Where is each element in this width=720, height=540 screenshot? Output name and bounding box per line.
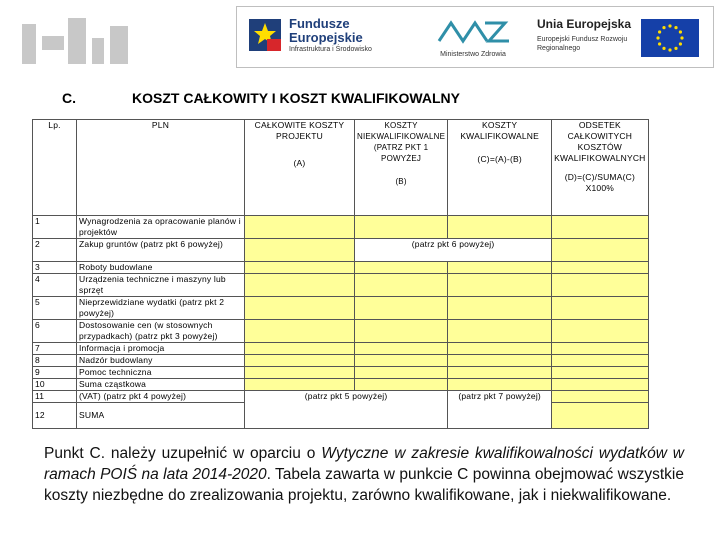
total-cell[interactable] <box>245 297 355 320</box>
table-row <box>33 379 649 391</box>
header-nonelig-code: (B) <box>395 177 407 186</box>
elig-cell[interactable] <box>448 216 552 239</box>
row-lp: 12 <box>33 403 77 429</box>
row-label: Wynagrodzenia za opracowanie planów i projektów <box>77 216 245 239</box>
share-cell[interactable] <box>552 262 648 274</box>
table-row <box>33 391 649 403</box>
total-cell[interactable] <box>245 355 355 367</box>
table-row <box>33 367 649 379</box>
land-note-cell: (patrz pkt 6 powyżej) <box>355 239 552 262</box>
row-lp: 1 <box>33 216 77 239</box>
total-cell[interactable] <box>245 216 355 239</box>
nonelig-cell[interactable] <box>355 216 448 239</box>
nonelig-cell[interactable] <box>355 379 448 391</box>
total-cell[interactable] <box>245 367 355 379</box>
section-letter: C. <box>62 90 76 106</box>
row-label: Pomoc techniczna <box>77 367 245 379</box>
total-cell[interactable] <box>245 343 355 355</box>
header-total <box>245 120 355 216</box>
row-lp: 6 <box>33 320 77 343</box>
table-row <box>33 320 649 343</box>
table-row <box>33 274 649 297</box>
share-cell[interactable] <box>552 239 648 262</box>
ue-title: Unia Europejska <box>537 17 632 31</box>
row-label: Urządzenia techniczne i maszyny lub sprzęt <box>77 274 245 297</box>
mz-logo-text: Ministerstwo Zdrowia <box>440 51 506 58</box>
table-row <box>33 239 649 262</box>
row-lp: 11 <box>33 391 77 403</box>
header-total-code: (A) <box>293 158 306 168</box>
elig-cell[interactable] <box>448 262 552 274</box>
header-elig-label: KOSZTY KWALIFIKOWALNE <box>460 120 539 141</box>
row-lp: 4 <box>33 274 77 297</box>
row-label: Nieprzewidziane wydatki (patrz pkt 2 powyżej) <box>77 297 245 320</box>
share-cell[interactable] <box>552 403 648 429</box>
fe-logo-sub: Infrastruktura i Środowisko <box>289 46 372 53</box>
nonelig-cell[interactable] <box>355 343 448 355</box>
elig-cell[interactable] <box>448 274 552 297</box>
nonelig-cell[interactable] <box>355 320 448 343</box>
fe-star-icon <box>245 13 285 57</box>
row-label: Roboty budowlane <box>77 262 245 274</box>
header-total-label: CAŁKOWITE KOSZTY PROJEKTU <box>254 120 345 141</box>
total-cell[interactable] <box>245 274 355 297</box>
row-lp: 8 <box>33 355 77 367</box>
fe-logo-text: Fundusze Europejskie <box>289 16 363 45</box>
elig-cell[interactable] <box>448 297 552 320</box>
share-cell[interactable] <box>552 343 648 355</box>
header-nonelig-label: KOSZTY NIEKWALIFIKOWALNE (PATRZ PKT 1 POWYŻEJ <box>357 121 446 163</box>
row-lp: 7 <box>33 343 77 355</box>
program-logo-icon <box>22 14 132 72</box>
fundusze-europejskie-logo <box>245 13 415 61</box>
guidelines-title: Wytyczne w zakresie kwalifikowalności wydatków w ramach POIŚ na lata 2014-2020 <box>44 445 684 483</box>
row-label: Dostosowanie cen (w stosownych przypadkach) (patrz pkt 3 powyżej) <box>77 320 245 343</box>
nonelig-cell[interactable] <box>355 355 448 367</box>
row-label: Informacja i promocja <box>77 343 245 355</box>
table-header-row <box>33 120 649 216</box>
table-row <box>33 343 649 355</box>
nonelig-cell[interactable] <box>355 367 448 379</box>
nonelig-cell[interactable] <box>355 274 448 297</box>
logo-banner <box>236 6 714 68</box>
total-cell[interactable] <box>245 320 355 343</box>
total-cell[interactable] <box>245 262 355 274</box>
elig-cell[interactable] <box>448 367 552 379</box>
share-cell[interactable] <box>552 391 648 403</box>
table-row <box>33 262 649 274</box>
share-cell[interactable] <box>552 216 648 239</box>
header-elig-code: (C)=(A)-(B) <box>477 154 522 164</box>
row-label: Nadzór budowlany <box>77 355 245 367</box>
paragraph-part-3: . Tabela zawarta w punkcie C powinna obejmować wszystkie koszty niezbędne do zrealizowania projektu, zarówno kwalifikowane, jak i niekwalifikowane. <box>44 466 684 504</box>
header-share-label: ODSETEK CAŁKOWITYCH KOSZTÓW KWALIFIKOWALNYCH <box>554 120 646 163</box>
elig-cell[interactable] <box>448 379 552 391</box>
table-row <box>33 297 649 320</box>
share-cell[interactable] <box>552 367 648 379</box>
table-row <box>33 355 649 367</box>
elig-cell[interactable] <box>448 343 552 355</box>
share-cell[interactable] <box>552 355 648 367</box>
eu-flag-icon <box>641 19 699 57</box>
header-share <box>552 120 648 216</box>
mz-wave-icon <box>433 15 513 49</box>
share-cell[interactable] <box>552 320 648 343</box>
row-label: SUMA <box>77 403 245 429</box>
row-lp: 9 <box>33 367 77 379</box>
total-cell[interactable] <box>245 239 355 262</box>
vat-elig-note-cell: (patrz pkt 7 powyżej) <box>448 391 552 429</box>
section-title: KOSZT CAŁKOWITY I KOSZT KWALIFIKOWALNY <box>132 90 460 106</box>
paragraph-part-1: Punkt C. należy uzupełnić w oparciu o <box>44 445 322 462</box>
unia-europejska-logo <box>537 13 707 63</box>
row-label: Zakup gruntów (patrz pkt 6 powyżej) <box>77 239 245 262</box>
row-lp: 3 <box>33 262 77 274</box>
header-elig <box>448 120 552 216</box>
cost-table <box>32 119 649 429</box>
row-lp: 2 <box>33 239 77 262</box>
header-share-code: (D)=(C)/SUMA(C) X100% <box>564 172 635 193</box>
share-cell[interactable] <box>552 379 648 391</box>
row-lp: 10 <box>33 379 77 391</box>
table-row <box>33 216 649 239</box>
vat-total-note-cell: (patrz pkt 5 powyżej) <box>245 391 448 429</box>
total-cell[interactable] <box>245 379 355 391</box>
nonelig-cell[interactable] <box>355 297 448 320</box>
ministerstwo-zdrowia-logo <box>433 15 513 61</box>
instruction-paragraph <box>44 443 684 506</box>
row-lp: 5 <box>33 297 77 320</box>
header-pln: PLN <box>77 120 245 216</box>
share-cell[interactable] <box>552 274 648 297</box>
header-lp: Lp. <box>33 120 77 216</box>
share-cell[interactable] <box>552 297 648 320</box>
header-nonelig <box>355 120 448 216</box>
row-label: (VAT) (patrz pkt 4 powyżej) <box>77 391 245 403</box>
nonelig-cell[interactable] <box>355 262 448 274</box>
ue-sub: Europejski Fundusz Rozwoju Regionalnego <box>537 36 628 52</box>
elig-cell[interactable] <box>448 355 552 367</box>
row-label: Suma cząstkowa <box>77 379 245 391</box>
elig-cell[interactable] <box>448 320 552 343</box>
